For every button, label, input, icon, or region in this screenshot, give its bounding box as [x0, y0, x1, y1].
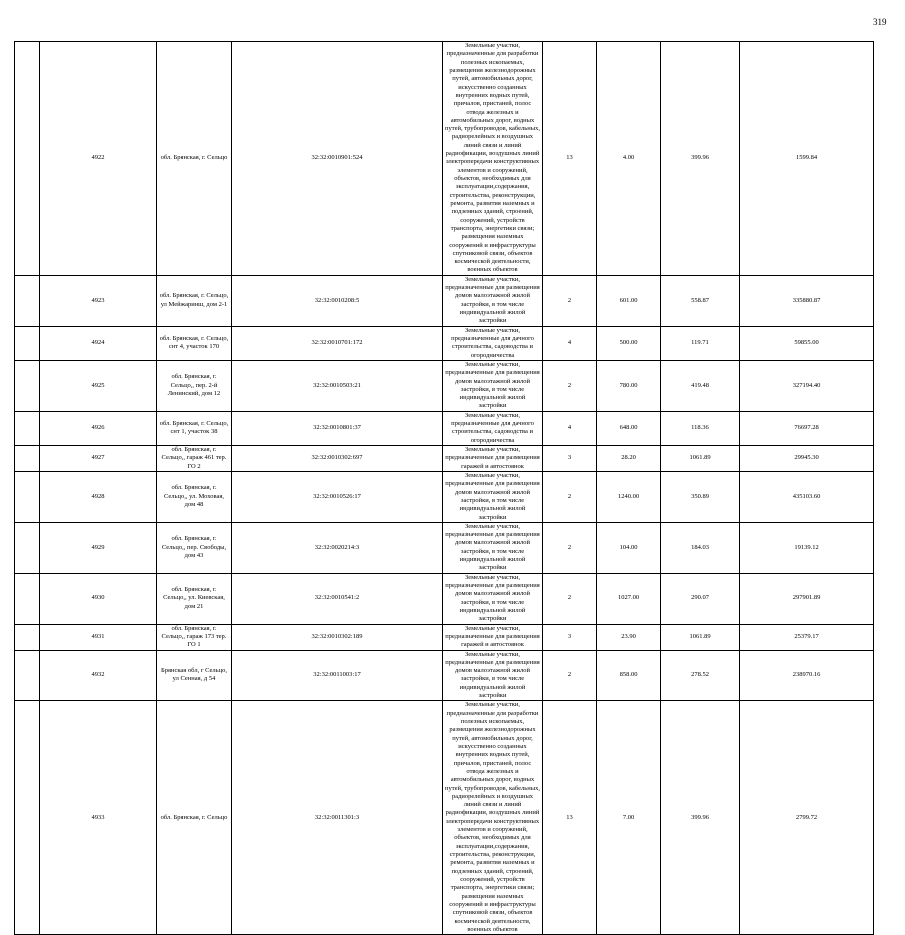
area-cell: 104.00: [597, 522, 661, 573]
record-number-cell: 4932: [40, 650, 157, 701]
use-group-cell: 13: [543, 701, 597, 935]
spacer-cell: [15, 42, 40, 276]
cadastral-value-cell: 25379.17: [740, 624, 874, 650]
specific-value-cell: 399.96: [661, 701, 740, 935]
cadastral-number-cell: 32:32:0010801:37: [232, 411, 443, 445]
spacer-cell: [15, 522, 40, 573]
specific-value-cell: 350.89: [661, 471, 740, 522]
record-number-cell: 4929: [40, 522, 157, 573]
table-row: [15, 701, 874, 935]
land-registry-table: [14, 41, 874, 935]
land-use-purpose-cell: Земельные участки, предназначенные для размещения домов малоэтажной жилой застройки, в том числе индивидуальной жилой застройки: [443, 522, 543, 573]
table-body: [15, 42, 874, 935]
cadastral-value-cell: 335880.87: [740, 275, 874, 326]
table-row: [15, 275, 874, 326]
specific-value-cell: 119.71: [661, 326, 740, 360]
record-number-cell: 4924: [40, 326, 157, 360]
spacer-cell: [15, 360, 40, 411]
cadastral-number-cell: 32:32:0020214:3: [232, 522, 443, 573]
record-number-cell: 4923: [40, 275, 157, 326]
use-group-cell: 2: [543, 471, 597, 522]
cadastral-number-cell: 32:32:0010701:172: [232, 326, 443, 360]
address-cell: обл. Брянская, г. Сельцо, ул Мейжаринш, дом 2-1: [157, 275, 232, 326]
land-use-purpose-cell: Земельные участки, предназначенные для размещения домов малоэтажной жилой застройки, в том числе индивидуальной жилой застройки: [443, 275, 543, 326]
specific-value-cell: 419.48: [661, 360, 740, 411]
spacer-cell: [15, 624, 40, 650]
cadastral-value-cell: 1599.84: [740, 42, 874, 276]
land-use-purpose-cell: Земельные участки, предназначенные для размещения гаражей и автостоянок: [443, 624, 543, 650]
spacer-cell: [15, 701, 40, 935]
use-group-cell: 3: [543, 624, 597, 650]
record-number-cell: 4926: [40, 411, 157, 445]
use-group-cell: 2: [543, 522, 597, 573]
spacer-cell: [15, 446, 40, 472]
cadastral-number-cell: 32:32:0010208:5: [232, 275, 443, 326]
land-use-purpose-cell: Земельные участки, предназначенные для разработки полезных ископаемых, размещения железнодорожных путей, автомобильных дорог, искусственно созданных внутренних водных путей, причалов, пристаней, полос отвода железных и автомобильных дорог, водных путей, трубопроводов, кабельных, радиорелейных и воздушных линий связи и линий радиофикации, воздушных линий электропередачи конструктивных элементов и сооружений, объектов, необходимых для эксплуатации,содержания, строительства, реконструкции, ремонта, развития наземных и подземных зданий, строений, сооружений, устройств транспорта, энергетики связи; размещения наземных сооружений и инфраструктуры спутниковой связи, объектов космической деятельности, военных объектов: [443, 42, 543, 276]
cadastral-number-cell: 32:32:0010302:697: [232, 446, 443, 472]
area-cell: 648.00: [597, 411, 661, 445]
record-number-cell: 4922: [40, 42, 157, 276]
cadastral-number-cell: 32:32:0010302:189: [232, 624, 443, 650]
specific-value-cell: 118.36: [661, 411, 740, 445]
use-group-cell: 4: [543, 326, 597, 360]
spacer-cell: [15, 411, 40, 445]
area-cell: 601.00: [597, 275, 661, 326]
address-cell: обл. Брянская, г. Сельцо, снт 4, участок 170: [157, 326, 232, 360]
land-use-purpose-cell: Земельные участки, предназначенные для дачного строительства, садоводства и огородничества: [443, 411, 543, 445]
land-use-purpose-cell: Земельные участки, предназначенные для размещения гаражей и автостоянок: [443, 446, 543, 472]
address-cell: обл. Брянская, г. Сельцо,, гараж 461 тер. ГО 2: [157, 446, 232, 472]
specific-value-cell: 1061.89: [661, 446, 740, 472]
specific-value-cell: 184.03: [661, 522, 740, 573]
address-cell: обл. Брянская, г. Сельцо, снт 1, участок 38: [157, 411, 232, 445]
table-row: [15, 360, 874, 411]
address-cell: обл. Брянская, г. Сельцо: [157, 42, 232, 276]
use-group-cell: 3: [543, 446, 597, 472]
cadastral-value-cell: 29945.30: [740, 446, 874, 472]
cadastral-value-cell: 238970.16: [740, 650, 874, 701]
cadastral-number-cell: 32:32:0010526:17: [232, 471, 443, 522]
area-cell: 500.00: [597, 326, 661, 360]
specific-value-cell: 399.96: [661, 42, 740, 276]
record-number-cell: 4928: [40, 471, 157, 522]
specific-value-cell: 278.52: [661, 650, 740, 701]
cadastral-value-cell: 19139.12: [740, 522, 874, 573]
area-cell: 4.00: [597, 42, 661, 276]
use-group-cell: 2: [543, 360, 597, 411]
table-row: [15, 326, 874, 360]
specific-value-cell: 290.07: [661, 573, 740, 624]
address-cell: Брянская обл, г Сельцо, ул Сенная, д 54: [157, 650, 232, 701]
address-cell: обл. Брянская, г. Сельцо,, пер. Свободы, дом 43: [157, 522, 232, 573]
area-cell: 780.00: [597, 360, 661, 411]
address-cell: обл. Брянская, г. Сельцо,, пер. 2-й Ленинский, дом 12: [157, 360, 232, 411]
table-row: [15, 522, 874, 573]
cadastral-number-cell: 32:32:0010503:21: [232, 360, 443, 411]
land-use-purpose-cell: Земельные участки, предназначенные для размещения домов малоэтажной жилой застройки, в том числе индивидуальной жилой застройки: [443, 360, 543, 411]
spacer-cell: [15, 573, 40, 624]
use-group-cell: 2: [543, 650, 597, 701]
record-number-cell: 4933: [40, 701, 157, 935]
area-cell: 858.00: [597, 650, 661, 701]
cadastral-value-cell: 2799.72: [740, 701, 874, 935]
record-number-cell: 4927: [40, 446, 157, 472]
table-row: [15, 411, 874, 445]
cadastral-value-cell: 76697.28: [740, 411, 874, 445]
table-row: [15, 471, 874, 522]
land-use-purpose-cell: Земельные участки, предназначенные для размещения домов малоэтажной жилой застройки, в том числе индивидуальной жилой застройки: [443, 650, 543, 701]
area-cell: 23.90: [597, 624, 661, 650]
record-number-cell: 4931: [40, 624, 157, 650]
address-cell: обл. Брянская, г. Сельцо,, ул. Киевская, дом 21: [157, 573, 232, 624]
record-number-cell: 4925: [40, 360, 157, 411]
land-use-purpose-cell: Земельные участки, предназначенные для размещения домов малоэтажной жилой застройки, в том числе индивидуальной жилой застройки: [443, 471, 543, 522]
address-cell: обл. Брянская, г. Сельцо,, ул. Моховая, дом 48: [157, 471, 232, 522]
area-cell: 28.20: [597, 446, 661, 472]
spacer-cell: [15, 471, 40, 522]
cadastral-value-cell: 297901.89: [740, 573, 874, 624]
spacer-cell: [15, 326, 40, 360]
spacer-cell: [15, 650, 40, 701]
use-group-cell: 4: [543, 411, 597, 445]
table-row: [15, 650, 874, 701]
cadastral-number-cell: 32:32:0011301:3: [232, 701, 443, 935]
area-cell: 1240.00: [597, 471, 661, 522]
use-group-cell: 13: [543, 42, 597, 276]
land-use-purpose-cell: Земельные участки, предназначенные для разработки полезных ископаемых, размещения железнодорожных путей, автомобильных дорог, искусственно созданных внутренних водных путей, причалов, пристаней, полос отвода железных и автомобильных дорог, водных путей, трубопроводов, кабельных, радиорелейных и воздушных линий связи и линий радиофикации, воздушных линий электропередачи конструктивных элементов и сооружений, объектов, необходимых для эксплуатации,содержания, строительства, реконструкции, ремонта, развития наземных и подземных зданий, строений, сооружений, устройств транспорта, энергетики связи; размещения наземных сооружений и инфраструктуры спутниковой связи, объектов космической деятельности, военных объектов: [443, 701, 543, 935]
address-cell: обл. Брянская, г. Сельцо,, гараж 173 тер. ГО 1: [157, 624, 232, 650]
cadastral-value-cell: 327194.40: [740, 360, 874, 411]
record-number-cell: 4930: [40, 573, 157, 624]
cadastral-number-cell: 32:32:0010901:524: [232, 42, 443, 276]
area-cell: 1027.00: [597, 573, 661, 624]
page-number: 319: [873, 17, 887, 27]
address-cell: обл. Брянская, г. Сельцо: [157, 701, 232, 935]
cadastral-number-cell: 32:32:0011003:17: [232, 650, 443, 701]
land-use-purpose-cell: Земельные участки, предназначенные для дачного строительства, садоводства и огородничества: [443, 326, 543, 360]
table-row: [15, 446, 874, 472]
land-use-purpose-cell: Земельные участки, предназначенные для размещения домов малоэтажной жилой застройки, в том числе индивидуальной жилой застройки: [443, 573, 543, 624]
specific-value-cell: 1061.89: [661, 624, 740, 650]
cadastral-number-cell: 32:32:0010541:2: [232, 573, 443, 624]
table-row: [15, 624, 874, 650]
spacer-cell: [15, 275, 40, 326]
use-group-cell: 2: [543, 275, 597, 326]
cadastral-value-cell: 59855.00: [740, 326, 874, 360]
area-cell: 7.00: [597, 701, 661, 935]
table-row: [15, 42, 874, 276]
use-group-cell: 2: [543, 573, 597, 624]
cadastral-value-cell: 435103.60: [740, 471, 874, 522]
specific-value-cell: 558.87: [661, 275, 740, 326]
table-row: [15, 573, 874, 624]
